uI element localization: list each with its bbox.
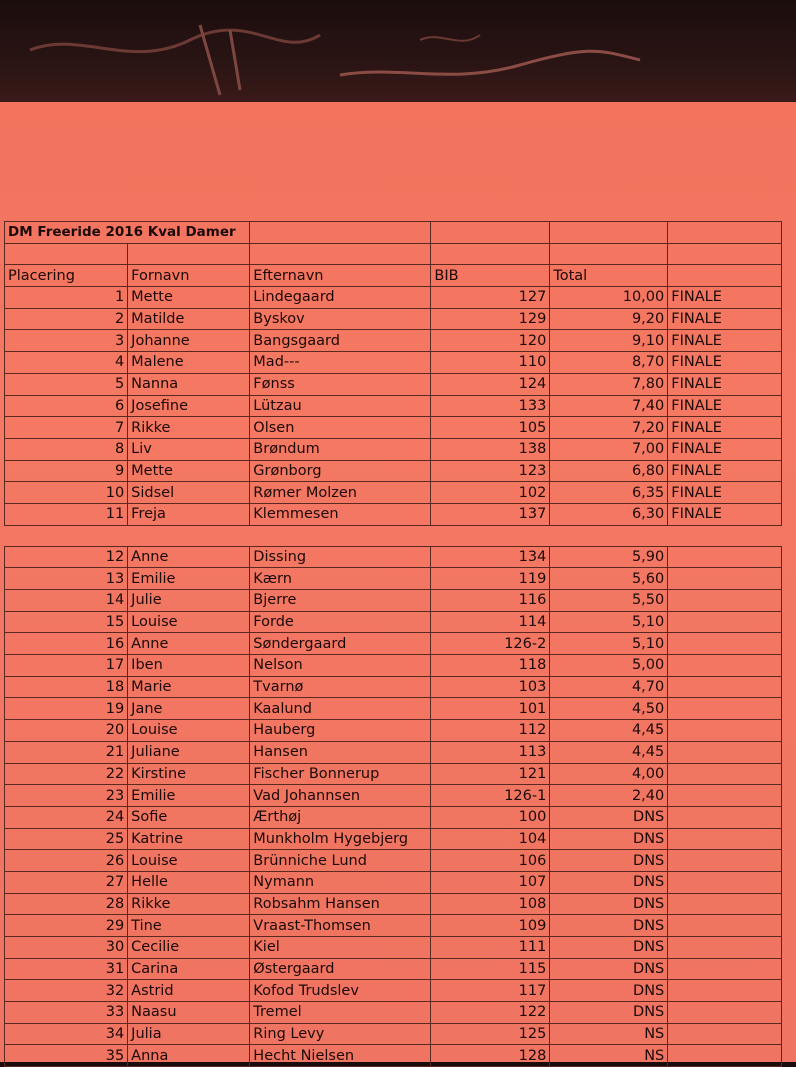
table-row: [5, 958, 782, 980]
last-name-cell: Lindegaard: [250, 287, 431, 309]
bib-cell: 113: [431, 741, 550, 763]
table-row: [5, 611, 782, 633]
place-cell: 15: [5, 611, 128, 633]
last-name-cell: Ring Levy: [250, 1023, 431, 1045]
total-cell: 5,00: [550, 655, 668, 677]
total-cell: 4,50: [550, 698, 668, 720]
status-cell: [668, 958, 782, 980]
first-name-cell: Liv: [128, 438, 250, 460]
last-name-cell: Rømer Molzen: [250, 482, 431, 504]
first-name-cell: Sidsel: [128, 482, 250, 504]
bib-cell: 125: [431, 1023, 550, 1045]
first-name-cell: Johanne: [128, 330, 250, 352]
last-name-cell: Kærn: [250, 568, 431, 590]
table-row: [5, 785, 782, 807]
last-name-cell: Brünniche Lund: [250, 850, 431, 872]
table-row: [5, 893, 782, 915]
bib-cell: 108: [431, 893, 550, 915]
last-name-cell: Hauberg: [250, 720, 431, 742]
bib-cell: 111: [431, 937, 550, 959]
status-cell: [668, 915, 782, 937]
last-name-cell: Kiel: [250, 937, 431, 959]
place-cell: 28: [5, 893, 128, 915]
last-name-cell: Vraast-Thomsen: [250, 915, 431, 937]
first-name-cell: Louise: [128, 720, 250, 742]
status-cell: [668, 611, 782, 633]
total-cell: DNS: [550, 980, 668, 1002]
total-cell: 7,40: [550, 395, 668, 417]
total-cell: NS: [550, 1023, 668, 1045]
table-row: [5, 1002, 782, 1024]
total-cell: DNS: [550, 850, 668, 872]
first-name-cell: Anne: [128, 546, 250, 568]
table-row: [5, 850, 782, 872]
place-cell: 26: [5, 850, 128, 872]
total-cell: DNS: [550, 806, 668, 828]
status-cell: [668, 806, 782, 828]
section-gap-row: [5, 525, 782, 546]
place-cell: 32: [5, 980, 128, 1002]
table-row: [5, 330, 782, 352]
place-cell: 17: [5, 655, 128, 677]
place-cell: 14: [5, 590, 128, 612]
last-name-cell: Søndergaard: [250, 633, 431, 655]
place-cell: 11: [5, 503, 128, 525]
last-name-cell: Mad---: [250, 352, 431, 374]
total-cell: 6,35: [550, 482, 668, 504]
bib-cell: 134: [431, 546, 550, 568]
place-cell: 10: [5, 482, 128, 504]
first-name-cell: Louise: [128, 611, 250, 633]
bib-cell: 137: [431, 503, 550, 525]
total-cell: 6,30: [550, 503, 668, 525]
place-cell: 24: [5, 806, 128, 828]
last-name-cell: Bjerre: [250, 590, 431, 612]
total-cell: DNS: [550, 828, 668, 850]
status-cell: FINALE: [668, 395, 782, 417]
last-name-cell: Tremel: [250, 1002, 431, 1024]
status-cell: [668, 1045, 782, 1067]
total-cell: DNS: [550, 1002, 668, 1024]
table-row: [5, 568, 782, 590]
last-name-cell: Byskov: [250, 308, 431, 330]
bib-cell: 118: [431, 655, 550, 677]
status-cell: [668, 980, 782, 1002]
place-cell: 34: [5, 1023, 128, 1045]
table-row: [5, 676, 782, 698]
status-cell: [668, 720, 782, 742]
bib-cell: 127: [431, 287, 550, 309]
bib-cell: 107: [431, 871, 550, 893]
place-cell: 4: [5, 352, 128, 374]
first-name-cell: Naasu: [128, 1002, 250, 1024]
last-name-cell: Østergaard: [250, 958, 431, 980]
total-cell: 5,60: [550, 568, 668, 590]
total-cell: DNS: [550, 871, 668, 893]
bib-cell: 104: [431, 828, 550, 850]
bib-cell: 115: [431, 958, 550, 980]
table-row: [5, 655, 782, 677]
place-cell: 18: [5, 676, 128, 698]
header-status: [668, 265, 782, 287]
status-cell: FINALE: [668, 460, 782, 482]
status-cell: FINALE: [668, 352, 782, 374]
total-cell: 4,00: [550, 763, 668, 785]
bib-cell: 123: [431, 460, 550, 482]
bib-cell: 128: [431, 1045, 550, 1067]
place-cell: 6: [5, 395, 128, 417]
status-cell: [668, 871, 782, 893]
first-name-cell: Tine: [128, 915, 250, 937]
table-row: [5, 1023, 782, 1045]
status-cell: FINALE: [668, 503, 782, 525]
bib-cell: 126-2: [431, 633, 550, 655]
last-name-cell: Olsen: [250, 417, 431, 439]
bib-cell: 116: [431, 590, 550, 612]
table-row: [5, 871, 782, 893]
total-cell: 2,40: [550, 785, 668, 807]
total-cell: 5,90: [550, 546, 668, 568]
table-row: [5, 373, 782, 395]
last-name-cell: Dissing: [250, 546, 431, 568]
status-cell: [668, 698, 782, 720]
total-cell: 8,70: [550, 352, 668, 374]
dark-background-strip: [0, 0, 796, 104]
first-name-cell: Juliane: [128, 741, 250, 763]
last-name-cell: Kaalund: [250, 698, 431, 720]
place-cell: 21: [5, 741, 128, 763]
last-name-cell: Bangsgaard: [250, 330, 431, 352]
bib-cell: 109: [431, 915, 550, 937]
total-cell: 7,80: [550, 373, 668, 395]
status-cell: [668, 893, 782, 915]
last-name-cell: Fischer Bonnerup: [250, 763, 431, 785]
first-name-cell: Katrine: [128, 828, 250, 850]
first-name-cell: Matilde: [128, 308, 250, 330]
place-cell: 7: [5, 417, 128, 439]
table-row: [5, 308, 782, 330]
bib-cell: 126-1: [431, 785, 550, 807]
place-cell: 22: [5, 763, 128, 785]
total-cell: 9,10: [550, 330, 668, 352]
first-name-cell: Helle: [128, 871, 250, 893]
last-name-cell: Hecht Nielsen: [250, 1045, 431, 1067]
status-cell: [668, 568, 782, 590]
last-name-cell: Brøndum: [250, 438, 431, 460]
first-name-cell: Astrid: [128, 980, 250, 1002]
bib-cell: 114: [431, 611, 550, 633]
last-name-cell: Tvarnø: [250, 676, 431, 698]
status-cell: [668, 1002, 782, 1024]
total-cell: 5,10: [550, 611, 668, 633]
table-row: [5, 546, 782, 568]
place-cell: 27: [5, 871, 128, 893]
status-cell: [668, 546, 782, 568]
bib-cell: 100: [431, 806, 550, 828]
last-name-cell: Ærthøj: [250, 806, 431, 828]
last-name-cell: Grønborg: [250, 460, 431, 482]
status-cell: FINALE: [668, 330, 782, 352]
status-cell: [668, 763, 782, 785]
first-name-cell: Mette: [128, 460, 250, 482]
total-cell: DNS: [550, 937, 668, 959]
table-row: [5, 1045, 782, 1067]
place-cell: 31: [5, 958, 128, 980]
table-row: [5, 915, 782, 937]
table-row: [5, 720, 782, 742]
first-name-cell: Julie: [128, 590, 250, 612]
first-name-cell: Malene: [128, 352, 250, 374]
total-cell: 5,10: [550, 633, 668, 655]
total-cell: NS: [550, 1045, 668, 1067]
bib-cell: 119: [431, 568, 550, 590]
table-row: [5, 460, 782, 482]
total-cell: 9,20: [550, 308, 668, 330]
table-row: [5, 287, 782, 309]
status-cell: [668, 590, 782, 612]
results-table: [4, 221, 782, 1067]
last-name-cell: Munkholm Hygebjerg: [250, 828, 431, 850]
last-name-cell: Robsahm Hansen: [250, 893, 431, 915]
status-cell: FINALE: [668, 482, 782, 504]
last-name-cell: Kofod Trudslev: [250, 980, 431, 1002]
last-name-cell: Vad Johannsen: [250, 785, 431, 807]
total-cell: 7,20: [550, 417, 668, 439]
first-name-cell: Freja: [128, 503, 250, 525]
status-cell: FINALE: [668, 373, 782, 395]
bib-cell: 103: [431, 676, 550, 698]
table-row: [5, 590, 782, 612]
bib-cell: 110: [431, 352, 550, 374]
first-name-cell: Cecilie: [128, 937, 250, 959]
table-row: [5, 937, 782, 959]
bib-cell: 121: [431, 763, 550, 785]
first-name-cell: Marie: [128, 676, 250, 698]
table-row: [5, 980, 782, 1002]
total-cell: DNS: [550, 958, 668, 980]
last-name-cell: Fønss: [250, 373, 431, 395]
status-cell: FINALE: [668, 287, 782, 309]
last-name-cell: Lützau: [250, 395, 431, 417]
results-table-body: [5, 222, 782, 1067]
place-cell: 2: [5, 308, 128, 330]
header-fornavn: Fornavn: [128, 265, 250, 287]
bib-cell: 106: [431, 850, 550, 872]
total-cell: 4,45: [550, 741, 668, 763]
first-name-cell: Jane: [128, 698, 250, 720]
total-cell: 6,80: [550, 460, 668, 482]
table-row: [5, 438, 782, 460]
first-name-cell: Julia: [128, 1023, 250, 1045]
first-name-cell: Josefine: [128, 395, 250, 417]
header-placering: Placering: [5, 265, 128, 287]
place-cell: 8: [5, 438, 128, 460]
last-name-cell: Forde: [250, 611, 431, 633]
first-name-cell: Emilie: [128, 568, 250, 590]
bib-cell: 124: [431, 373, 550, 395]
bib-cell: 120: [431, 330, 550, 352]
first-name-cell: Rikke: [128, 893, 250, 915]
first-name-cell: Iben: [128, 655, 250, 677]
place-cell: 23: [5, 785, 128, 807]
header-row: [5, 265, 782, 287]
total-cell: 4,45: [550, 720, 668, 742]
first-name-cell: Sofie: [128, 806, 250, 828]
status-cell: [668, 633, 782, 655]
first-name-cell: Rikke: [128, 417, 250, 439]
status-cell: [668, 676, 782, 698]
last-name-cell: Nelson: [250, 655, 431, 677]
title-row: [5, 222, 782, 244]
first-name-cell: Emilie: [128, 785, 250, 807]
place-cell: 13: [5, 568, 128, 590]
total-cell: 7,00: [550, 438, 668, 460]
table-row: [5, 741, 782, 763]
place-cell: 35: [5, 1045, 128, 1067]
last-name-cell: Klemmesen: [250, 503, 431, 525]
total-cell: DNS: [550, 915, 668, 937]
bib-cell: 101: [431, 698, 550, 720]
table-row: [5, 633, 782, 655]
table-row: [5, 395, 782, 417]
table-row: [5, 417, 782, 439]
results-sheet: [4, 221, 782, 1067]
place-cell: 5: [5, 373, 128, 395]
last-name-cell: Nymann: [250, 871, 431, 893]
total-cell: 5,50: [550, 590, 668, 612]
status-cell: [668, 828, 782, 850]
first-name-cell: Mette: [128, 287, 250, 309]
place-cell: 3: [5, 330, 128, 352]
place-cell: 29: [5, 915, 128, 937]
table-row: [5, 503, 782, 525]
table-row: [5, 698, 782, 720]
header-bib: BIB: [431, 265, 550, 287]
place-cell: 20: [5, 720, 128, 742]
first-name-cell: Louise: [128, 850, 250, 872]
bib-cell: 105: [431, 417, 550, 439]
table-row: [5, 352, 782, 374]
last-name-cell: Hansen: [250, 741, 431, 763]
first-name-cell: Anna: [128, 1045, 250, 1067]
first-name-cell: Nanna: [128, 373, 250, 395]
status-cell: [668, 850, 782, 872]
bib-cell: 133: [431, 395, 550, 417]
total-cell: 4,70: [550, 676, 668, 698]
place-cell: 19: [5, 698, 128, 720]
place-cell: 1: [5, 287, 128, 309]
first-name-cell: Anne: [128, 633, 250, 655]
table-row: [5, 763, 782, 785]
place-cell: 9: [5, 460, 128, 482]
bib-cell: 102: [431, 482, 550, 504]
place-cell: 12: [5, 546, 128, 568]
total-cell: 10,00: [550, 287, 668, 309]
table-row: [5, 482, 782, 504]
handwriting-scribble: [20, 10, 780, 100]
blank-row: [5, 243, 782, 265]
place-cell: 16: [5, 633, 128, 655]
bib-cell: 122: [431, 1002, 550, 1024]
table-row: [5, 828, 782, 850]
status-cell: [668, 1023, 782, 1045]
first-name-cell: Kirstine: [128, 763, 250, 785]
header-total: Total: [550, 265, 668, 287]
bib-cell: 129: [431, 308, 550, 330]
status-cell: [668, 785, 782, 807]
status-cell: [668, 937, 782, 959]
bib-cell: 112: [431, 720, 550, 742]
status-cell: [668, 655, 782, 677]
status-cell: [668, 741, 782, 763]
status-cell: FINALE: [668, 438, 782, 460]
bib-cell: 138: [431, 438, 550, 460]
first-name-cell: Carina: [128, 958, 250, 980]
status-cell: FINALE: [668, 308, 782, 330]
status-cell: FINALE: [668, 417, 782, 439]
place-cell: 25: [5, 828, 128, 850]
place-cell: 33: [5, 1002, 128, 1024]
place-cell: 30: [5, 937, 128, 959]
total-cell: DNS: [550, 893, 668, 915]
header-efternavn: Efternavn: [250, 265, 431, 287]
bib-cell: 117: [431, 980, 550, 1002]
table-row: [5, 806, 782, 828]
sheet-title: DM Freeride 2016 Kval Damer: [5, 222, 250, 244]
